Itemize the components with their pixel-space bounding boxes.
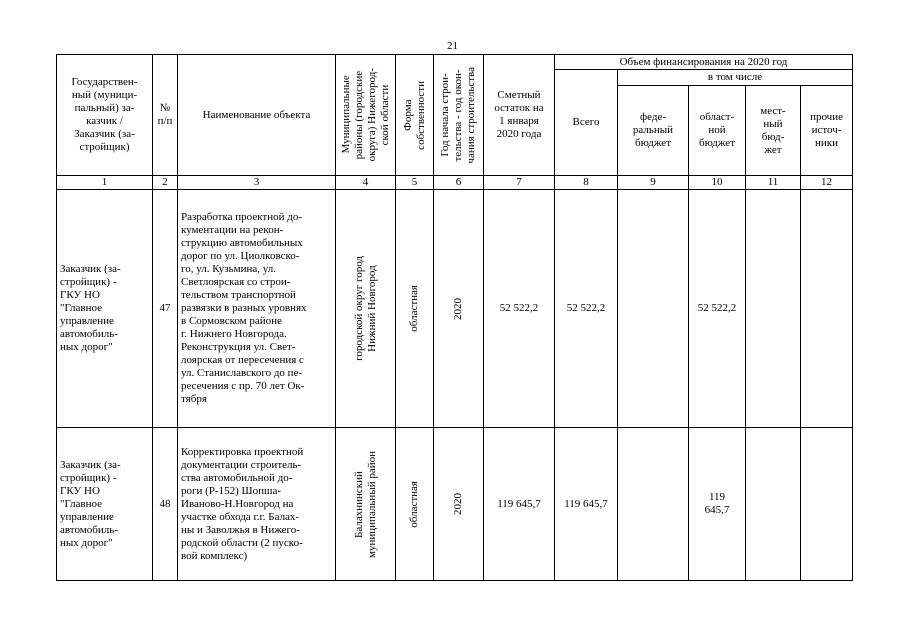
row-customer: Заказчик (за- стройщик) - ГКУ НО "Главное управление автомобиль- ных дорог" [57,190,153,428]
column-numbers-row [57,176,853,190]
table-row [57,190,853,428]
header-other: прочие источ- ники [801,86,853,176]
row-regional: 119 645,7 [689,428,746,581]
row-number: 47 [153,190,178,428]
column-number: 8 [555,176,618,190]
row-total: 52 522,2 [555,190,618,428]
header-federal: феде- ральный бюджет [618,86,689,176]
header-customer: Государствен- ный (муници- пальный) за- казчик / Заказчик (за- стройщик) [57,55,153,176]
column-number: 7 [484,176,555,190]
column-number: 3 [178,176,336,190]
funding-table [56,54,853,581]
header-estimate: Сметный остаток на 1 января 2020 года [484,55,555,176]
column-number: 6 [434,176,484,190]
header-funding-group: Объем финансирования на 2020 год [555,55,853,70]
header-ownership: Форма собственности [396,55,434,176]
row-years: 2020 [434,428,484,581]
column-number: 4 [336,176,396,190]
row-regional: 52 522,2 [689,190,746,428]
page-number: 21 [447,40,458,52]
column-number: 11 [746,176,801,190]
row-local [746,428,801,581]
row-estimate: 119 645,7 [484,428,555,581]
row-district: городской округ город Нижний Новгород [336,190,396,428]
row-number: 48 [153,428,178,581]
row-other [801,428,853,581]
column-number: 12 [801,176,853,190]
row-object-name: Разработка проектной до- кументации на рекон- струкцию автомобильных дорог по ул. Циолковско- го, ул. Кузьмина, ул. Светлоярская со строи- тельством транспортной развязки в разных уровнях в Сормовском районе г. Нижнего Новгорода. Реконструкция ул. Свет- лоярская от пересечения с ул. Станиславского до пе- ресечения с пр. 70 лет Ок- тября [178,190,336,428]
row-customer: Заказчик (за- стройщик) - ГКУ НО "Главное управление автомобиль- ных дорог" [57,428,153,581]
row-district: Балахнинский муниципальный район [336,428,396,581]
row-other [801,190,853,428]
table-row [57,428,853,581]
header-including: в том числе [618,70,853,86]
header-years: Год начала строи- тельства - год окон- чания строительства [434,55,484,176]
row-object-name: Корректировка проектной документации строитель- ства автомобильной до- роги (Р-152) Шопша- Иваново-Н.Новгород на участке обхода г.г. Балах- ны и Заволжья в Нижего- родской области (2 пуско- вой комплекс) [178,428,336,581]
row-federal [618,190,689,428]
column-number: 1 [57,176,153,190]
column-number: 9 [618,176,689,190]
header-regional: област- ной бюджет [689,86,746,176]
row-years: 2020 [434,190,484,428]
row-total: 119 645,7 [555,428,618,581]
header-districts: Муниципальные районы (городские округа) Нижегород- ской области [336,55,396,176]
column-number: 5 [396,176,434,190]
header-total: Всего [555,70,618,176]
row-local [746,190,801,428]
row-ownership: областная [396,190,434,428]
row-ownership: областная [396,428,434,581]
row-estimate: 52 522,2 [484,190,555,428]
column-number: 10 [689,176,746,190]
row-federal [618,428,689,581]
header-local: мест- ный бюд- жет [746,86,801,176]
column-number: 2 [153,176,178,190]
header-number: № п/п [153,55,178,176]
header-object-name: Наименование объекта [178,55,336,176]
